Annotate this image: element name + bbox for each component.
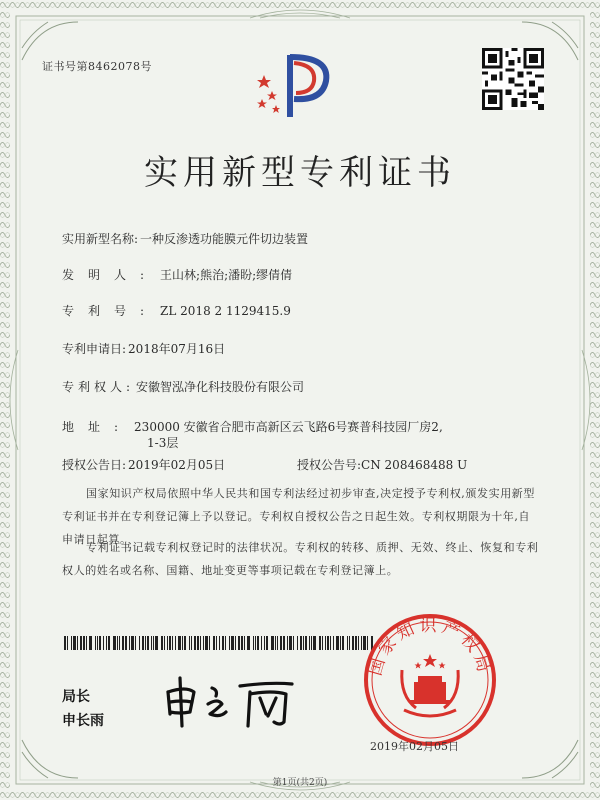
official-seal xyxy=(360,610,500,750)
field-label: 发明人: xyxy=(62,268,159,282)
address-row xyxy=(62,418,443,435)
field-value: 安徽智泓净化科技股份有限公司 xyxy=(136,380,305,394)
page-title: 实用新型专利证书 xyxy=(144,153,456,193)
barcode-icon xyxy=(64,636,374,650)
utility-model-name-row xyxy=(62,230,308,247)
filing-date-row xyxy=(62,340,225,357)
field-label: 专利号: xyxy=(62,304,159,318)
patentee-row xyxy=(62,378,304,395)
field-label: 地址: xyxy=(62,420,133,434)
director-name-label: 申长雨 xyxy=(62,713,104,729)
field-value: 230000 安徽省合肥市高新区云飞路6号赛普科技园厂房2, xyxy=(134,420,443,434)
page-number: 第1页(共2页) xyxy=(272,778,328,788)
field-label: 实用新型名称: xyxy=(62,232,139,246)
director-signature xyxy=(160,670,300,730)
field-value: 王山林;熊治;潘盼;缪倩倩 xyxy=(160,268,293,282)
field-value: 2019年02月05日 xyxy=(128,458,226,472)
field-label: 专利权人: xyxy=(62,380,135,394)
svg-text:国家知识产权局 xyxy=(366,616,495,678)
qr-code-icon xyxy=(482,48,544,110)
field-value: 一种反渗透功能膜元件切边装置 xyxy=(140,232,309,246)
patent-office-logo xyxy=(250,45,340,125)
field-label: 授权公告号: xyxy=(297,458,362,472)
certificate-number: 证书号第8462078号 xyxy=(42,60,152,73)
address-line-2: 1-3层 xyxy=(147,436,179,450)
field-value: ZL 2018 2 1129415.9 xyxy=(160,304,291,318)
seal-date: 2019年02月05日 xyxy=(370,740,459,753)
patent-number-row xyxy=(62,302,291,319)
field-value: CN 208468488 U xyxy=(361,458,468,472)
inventor-row xyxy=(62,266,292,283)
grant-statement-paragraph: 国家知识产权局依照中华人民共和国专利法经过初步审查,决定授予专利权,颁发实用新型专利证书并在专利登记簿上予以登记。专利权自授权公告之日起生效。专利权期限为十年,自申请日起算。 xyxy=(62,487,535,546)
grant-date-row xyxy=(62,456,225,473)
field-value: 2018年07月16日 xyxy=(128,342,226,356)
field-label: 授权公告日: xyxy=(62,458,127,472)
field-label: 专利申请日: xyxy=(62,342,127,356)
director-title-label: 局长 xyxy=(62,689,90,705)
legal-status-paragraph: 专利证书记载专利权登记时的法律状况。专利权的转移、质押、无效、终止、恢复和专利权人的姓名或名称、国籍、地址变更等事项记载在专利登记簿上。 xyxy=(62,541,539,577)
seal-text: 国家知识产权局 xyxy=(365,616,495,679)
publication-number-row xyxy=(297,456,467,473)
